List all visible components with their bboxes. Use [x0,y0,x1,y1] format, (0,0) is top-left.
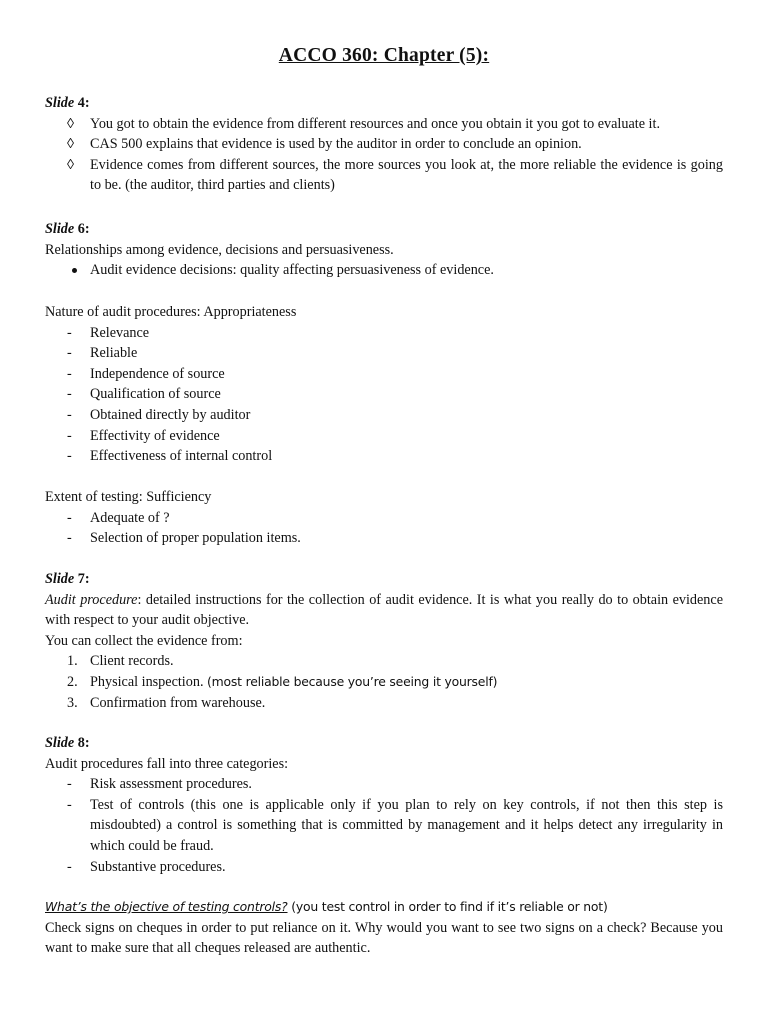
slide-6-heading: Slide 6: [45,221,90,237]
dash-bullet-icon: - [67,530,72,547]
dash-bullet-icon: - [67,776,72,793]
list-item: ◊ Evidence comes from different sources, the more sources you look at, the more reliable the evidence is going to be. (the auditor, third parties and clients) [67,156,723,194]
question-note: (you test control in order to find if it’s reliable or not) [287,899,608,914]
defined-term: Audit procedure [45,591,138,608]
diamond-bullet-icon: ◊ [67,136,75,153]
audit-procedure-definition: Audit procedure: detailed instructions for the collection of audit evidence. It is what you really do to obtain evidence with respect to your audit objective. [45,591,723,629]
dash-bullet-icon: - [67,365,72,382]
list-item: - Test of controls (this one is applicable only if you plan to rely on key controls, if not then this step is misdoubted) a control is something that is committed by management and it helps detect any irregularity in which could be fraud. [67,796,723,854]
slide-4-list [45,114,723,196]
nature-list [45,323,723,467]
slide-7-heading: Slide 7: [45,571,90,587]
list-item: 2. Physical inspection. (most reliable because you’re seeing it yourself) [67,673,498,690]
dash-bullet-icon: - [67,406,72,423]
extent-heading: Extent of testing: Sufficiency [45,489,212,505]
list-item: - Selection of proper population items. [45,528,723,549]
extent-section [45,487,723,549]
slide-7-section [45,569,723,713]
slide-8-section [45,733,723,877]
document-title: ACCO 360: Chapter (5): [278,45,490,66]
list-item: ◊ CAS 500 explains that evidence is used by the auditor in order to conclude an opinion. [45,134,723,155]
list-item: - Risk assessment procedures. [45,774,723,795]
dash-bullet-icon: - [67,509,72,526]
slide-6-intro: Relationships among evidence, decisions and persuasiveness. [45,241,394,258]
slide-8-intro: Audit procedures fall into three categories: [45,755,289,772]
slide-6-section [45,219,723,281]
dash-bullet-icon: - [67,324,72,341]
diamond-bullet-icon: ◊ [67,156,75,173]
list-item: - Qualification of source [45,384,723,405]
list-item: 3. Confirmation from warehouse. [67,694,266,711]
dash-bullet-icon: - [67,858,72,875]
slide-8-heading: Slide 8: [45,735,90,751]
slide-4-section [45,93,723,196]
list-item: - Relevance [45,323,723,344]
slide-4-heading: Slide 4: [45,95,90,111]
extent-list [45,508,723,549]
list-item: - Adequate of ? [45,508,723,529]
list-item: - Obtained directly by auditor [45,405,723,426]
slide-6-bullet-list [45,260,723,281]
controls-question [45,897,723,918]
list-item: - Effectiveness of internal control [45,446,723,467]
closing-paragraph: Check signs on cheques in order to put reliance on it. Why would you want to see two signs on a check? Because you want to make sure that all cheques released are authentic. [45,919,723,957]
dash-bullet-icon: - [67,796,72,813]
nature-heading: Nature of audit procedures: Appropriateness [45,304,297,320]
list-item: 1. Client records. [67,653,174,670]
list-item: - Reliable [45,343,723,364]
dash-bullet-icon: - [67,427,72,444]
list-item: - Independence of source [45,364,723,385]
controls-question-section [45,897,723,959]
evidence-sources-list [45,651,723,713]
list-item: - Effectivity of evidence [45,426,723,447]
list-item: - Substantive procedures. [45,857,723,878]
list-item: ◊ You got to obtain the evidence from different resources and once you obtain it you got to evaluate it. [45,114,723,135]
handwritten-note: (most reliable because you’re seeing it yourself) [207,673,498,689]
list-item: Audit evidence decisions: quality affecting persuasiveness of evidence. [45,260,723,281]
dash-bullet-icon: - [67,448,72,465]
dash-bullet-icon: - [67,386,72,403]
collect-intro: You can collect the evidence from: [45,632,243,649]
diamond-bullet-icon: ◊ [67,115,75,132]
nature-section [45,302,723,467]
audit-categories-list [45,774,723,877]
bullet-dot-icon [72,268,77,273]
question-text: What’s the objective of testing controls? [45,899,288,914]
dash-bullet-icon: - [67,345,72,362]
